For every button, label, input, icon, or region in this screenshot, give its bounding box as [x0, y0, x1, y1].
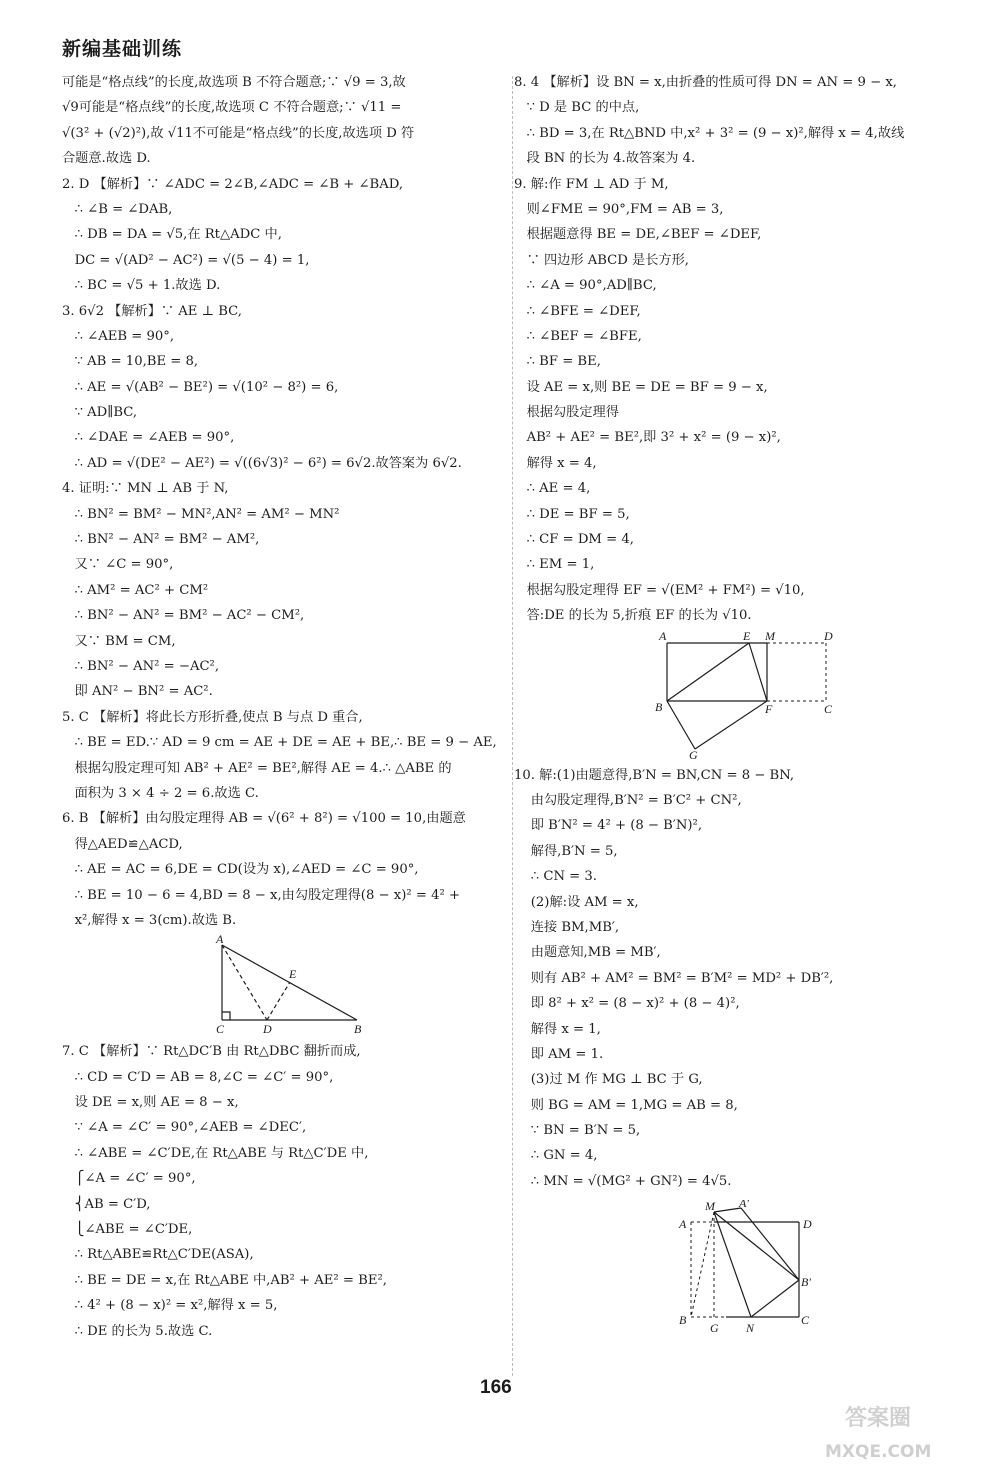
left-b-line: ⎩∠ABE = ∠C′DE, [62, 1222, 193, 1238]
left-a-line: 2. D 【解析】∵ ∠ADC = 2∠B,∠ADC = ∠B + ∠BAD, [62, 176, 404, 192]
left-b-line: ⎧∠A = ∠C′ = 90°, [62, 1171, 196, 1187]
figure-q9 [639, 631, 859, 759]
right-a-line: ∴ AE = 4, [514, 481, 591, 497]
right-b-line: 则 BG = AM = 1,MG = AB = 8, [514, 1097, 738, 1113]
right-b-line: (2)解:设 AM = x, [514, 894, 639, 910]
figure-q6 [212, 935, 512, 1035]
right-a-line: 则∠FME = 90°,FM = AB = 3, [514, 201, 724, 217]
left-a-line: ∴ BC = √5 + 1.故选 D. [62, 278, 221, 294]
fig10-label-C: C [801, 1313, 810, 1328]
right-b-line: ∵ BN = B′N = 5, [514, 1123, 641, 1139]
left-b-line: 设 DE = x,则 AE = 8 − x, [62, 1095, 239, 1111]
fig10-label-G: G [710, 1321, 719, 1336]
left-a-line: ∴ ∠DAE = ∠AEB = 90°, [62, 430, 235, 446]
left-text-block-a [62, 70, 502, 933]
left-a-line: ∴ ∠AEB = 90°, [62, 328, 175, 344]
left-a-line: ∴ AE = AC = 6,DE = CD(设为 x),∠AED = ∠C = 90°, [62, 862, 419, 878]
fig9-label-A: A [659, 630, 667, 643]
left-a-line: ∵ AB = 10,BE = 8, [62, 354, 199, 370]
left-a-line: ∴ BN² − AN² = BM² − AM², [62, 532, 260, 548]
right-a-line: 9. 解:作 FM ⊥ AD 于 M, [514, 176, 669, 192]
left-b-line: ∴ DE 的长为 5.故选 C. [62, 1323, 213, 1339]
right-b-line: 10. 解:(1)由题意得,B′N = BN,CN = 8 − BN, [514, 767, 795, 783]
right-b-line: 由题意知,MB = MB′, [514, 945, 661, 961]
right-text-block-b [514, 763, 954, 1195]
left-a-line: ∴ AE = √(AB² − BE²) = √(10² − 8²) = 6, [62, 379, 339, 395]
page-number: 166 [480, 1377, 512, 1398]
right-a-line: ∴ ∠BFE = ∠DEF, [514, 303, 641, 319]
right-a-line: ∴ EM = 1, [514, 557, 595, 573]
left-a-line: ∴ BN² − AN² = BM² − AC² − CM², [62, 608, 305, 624]
left-a-line: x²,解得 x = 3(cm).故选 B. [62, 912, 237, 928]
right-a-line: 答:DE 的长为 5,折痕 EF 的长为 √10. [514, 608, 752, 624]
left-a-line: ∴ AM² = AC² + CM² [62, 582, 209, 598]
right-b-line: 即 8² + x² = (8 − x)² + (8 − 4)², [514, 996, 740, 1012]
book-title: 新编基础训练 [62, 38, 183, 60]
right-column [514, 70, 954, 1344]
right-b-line: ∴ MN = √(MG² + GN²) = 4√5. [514, 1173, 732, 1189]
left-a-line: 3. 6√2 【解析】∵ AE ⊥ BC, [62, 303, 242, 319]
column-divider [512, 76, 513, 1376]
fig10-label-D: D [803, 1217, 812, 1232]
fig9-label-C: C [824, 701, 833, 716]
left-b-line: ⎨AB = C′D, [62, 1196, 151, 1212]
fig10-label-A: A [679, 1217, 687, 1232]
right-b-line: 则有 AB² + AM² = BM² = B′M² = MD² + DB′², [514, 970, 834, 986]
right-a-line: ∴ ∠BEF = ∠BFE, [514, 328, 642, 344]
fig6-label-B: B [354, 1022, 362, 1036]
right-a-line: ∵ D 是 BC 的中点, [514, 100, 640, 116]
left-text-block-b [62, 1039, 502, 1344]
right-b-line: ∴ GN = 4, [514, 1148, 598, 1164]
right-a-line: 根据勾股定理得 EF = √(EM² + FM²) = √10, [514, 582, 805, 598]
left-a-line: 5. C 【解析】将此长方形折叠,使点 B 与点 D 重合, [62, 709, 363, 725]
right-b-line: ∴ CN = 3. [514, 869, 597, 885]
fig9-label-F: F [765, 701, 773, 716]
left-a-line: ∴ AD = √(DE² − AE²) = √((6√3)² − 6²) = 6√2.故答案为 6√2. [62, 455, 462, 471]
left-column [62, 70, 502, 1344]
left-b-line: ∴ Rt△ABE≌Rt△C′DE(ASA), [62, 1247, 254, 1263]
right-a-line: ∵ 四边形 ABCD 是长方形, [514, 252, 689, 268]
right-a-line: 根据勾股定理得 [514, 405, 619, 421]
left-a-line: 又∵ ∠C = 90°, [62, 557, 174, 573]
left-b-line: ∴ 4² + (8 − x)² = x²,解得 x = 5, [62, 1298, 278, 1314]
fig9-label-G: G [689, 747, 698, 759]
right-a-line: 段 BN 的长为 4.故答案为 4. [514, 151, 696, 167]
left-a-line: ∴ BE = ED.∵ AD = 9 cm = AE + DE = AE + BE,∴ BE = 9 − AE, [62, 735, 497, 751]
left-a-line: 4. 证明:∵ MN ⊥ AB 于 N, [62, 481, 229, 497]
right-a-line: 根据题意得 BE = DE,∠BEF = ∠DEF, [514, 227, 762, 243]
fig6-label-C: C [216, 1022, 225, 1036]
left-b-line: ∴ BE = DE = x,在 Rt△ABE 中,AB² + AE² = BE², [62, 1272, 387, 1288]
left-a-line: ∴ BN² − AN² = −AC², [62, 658, 220, 674]
right-a-line: AB² + AE² = BE²,即 3² + x² = (9 − x)², [514, 430, 781, 446]
right-a-line: 设 AE = x,则 BE = DE = BF = 9 − x, [514, 379, 768, 395]
right-b-line: (3)过 M 作 MG ⊥ BC 于 G, [514, 1072, 703, 1088]
right-text-block-a [514, 70, 954, 629]
figure-q10 [659, 1200, 889, 1340]
watermark-logo [805, 1395, 985, 1465]
fig10-label-A-prime: A′ [739, 1200, 749, 1211]
fig6-line-DE [267, 982, 290, 1020]
left-a-line: 得△AED≌△ACD, [62, 836, 183, 852]
watermark-text: 答案圈 [845, 1406, 912, 1431]
right-a-line: ∴ ∠A = 90°,AD∥BC, [514, 278, 657, 294]
fig6-line-AD [222, 945, 267, 1020]
fig6-right-angle [222, 1012, 230, 1020]
left-a-line: 即 AN² − BN² = AC². [62, 684, 213, 700]
fig9-label-D: D [824, 630, 833, 643]
left-a-line: 可能是“格点线”的长度,故选项 B 不符合题意;∵ √9 = 3,故 [62, 75, 406, 90]
left-a-line: √9可能是“格点线”的长度,故选项 C 不符合题意;∵ √11 = [62, 100, 402, 116]
fig9-label-E: E [743, 630, 751, 643]
fig9-label-M: M [765, 630, 775, 643]
watermark-url: MXQE.COM [825, 1442, 932, 1462]
right-b-line: 即 B′N² = 4² + (8 − B′N)², [514, 818, 703, 834]
left-a-line: ∴ ∠B = ∠DAB, [62, 201, 173, 217]
left-a-line: ∴ BN² = BM² − MN²,AN² = AM² − MN² [62, 506, 340, 522]
left-a-line: √(3² + (√2)²),故 √11不可能是“格点线”的长度,故选项 D 符 [62, 125, 415, 141]
fig10-label-B-prime: B′ [801, 1275, 811, 1290]
left-a-line: 根据勾股定理可知 AB² + AE² = BE²,解得 AE = 4.∴ △ABE 的 [62, 760, 452, 776]
left-b-line: 7. C 【解析】∵ Rt△DC′B 由 Rt△DBC 翻折而成, [62, 1044, 361, 1060]
left-a-line: ∴ DB = DA = √5,在 Rt△ADC 中, [62, 227, 282, 243]
left-a-line: ∴ BE = 10 − 6 = 4,BD = 8 − x,由勾股定理得(8 − x)² = 4² + [62, 887, 460, 903]
left-a-line: 面积为 3 × 4 ÷ 2 = 6.故选 C. [62, 785, 259, 801]
right-a-line: ∴ CF = DM = 4, [514, 532, 634, 548]
left-a-line: 6. B 【解析】由勾股定理得 AB = √(6² + 8²) = √100 = 10,由题意 [62, 811, 466, 827]
left-a-line: 又∵ BM = CM, [62, 633, 176, 649]
left-b-line: ∴ CD = C′D = AB = 8,∠C = ∠C′ = 90°, [62, 1069, 334, 1085]
right-b-line: 连接 BM,MB′, [514, 919, 620, 935]
right-b-line: 解得,B′N = 5, [514, 843, 618, 859]
right-b-line: 由勾股定理得,B′N² = B′C² + CN², [514, 792, 742, 808]
fig9-label-B: B [655, 699, 663, 714]
left-b-line: ∵ ∠A = ∠C′ = 90°,∠AEB = ∠DEC′, [62, 1120, 307, 1136]
left-b-line: ∴ ∠ABE = ∠C′DE,在 Rt△ABE 与 Rt△C′DE 中, [62, 1145, 369, 1161]
left-a-line: ∵ AD∥BC, [62, 405, 138, 421]
fig10-label-M: M [705, 1200, 715, 1214]
fig6-label-D: D [263, 1022, 272, 1036]
right-b-line: 即 AM = 1. [514, 1046, 604, 1062]
right-a-line: ∴ DE = BF = 5, [514, 506, 630, 522]
fig10-label-N: N [746, 1321, 755, 1336]
right-a-line: ∴ BF = BE, [514, 354, 601, 370]
right-a-line: 解得 x = 4, [514, 455, 597, 471]
right-b-line: 解得 x = 1, [514, 1021, 601, 1037]
right-a-line: ∴ BD = 3,在 Rt△BND 中,x² + 3² = (9 − x)²,解得 x = 4,故线 [514, 125, 905, 141]
fig10-label-B: B [679, 1313, 687, 1328]
fig6-label-A: A [216, 935, 224, 947]
fig6-label-E: E [289, 967, 297, 982]
right-a-line: 8. 4 【解析】设 BN = x,由折叠的性质可得 DN = AN = 9 − x, [514, 75, 897, 90]
left-a-line: DC = √(AD² − AC²) = √(5 − 4) = 1, [62, 252, 310, 268]
left-a-line: 合题意.故选 D. [62, 151, 151, 167]
